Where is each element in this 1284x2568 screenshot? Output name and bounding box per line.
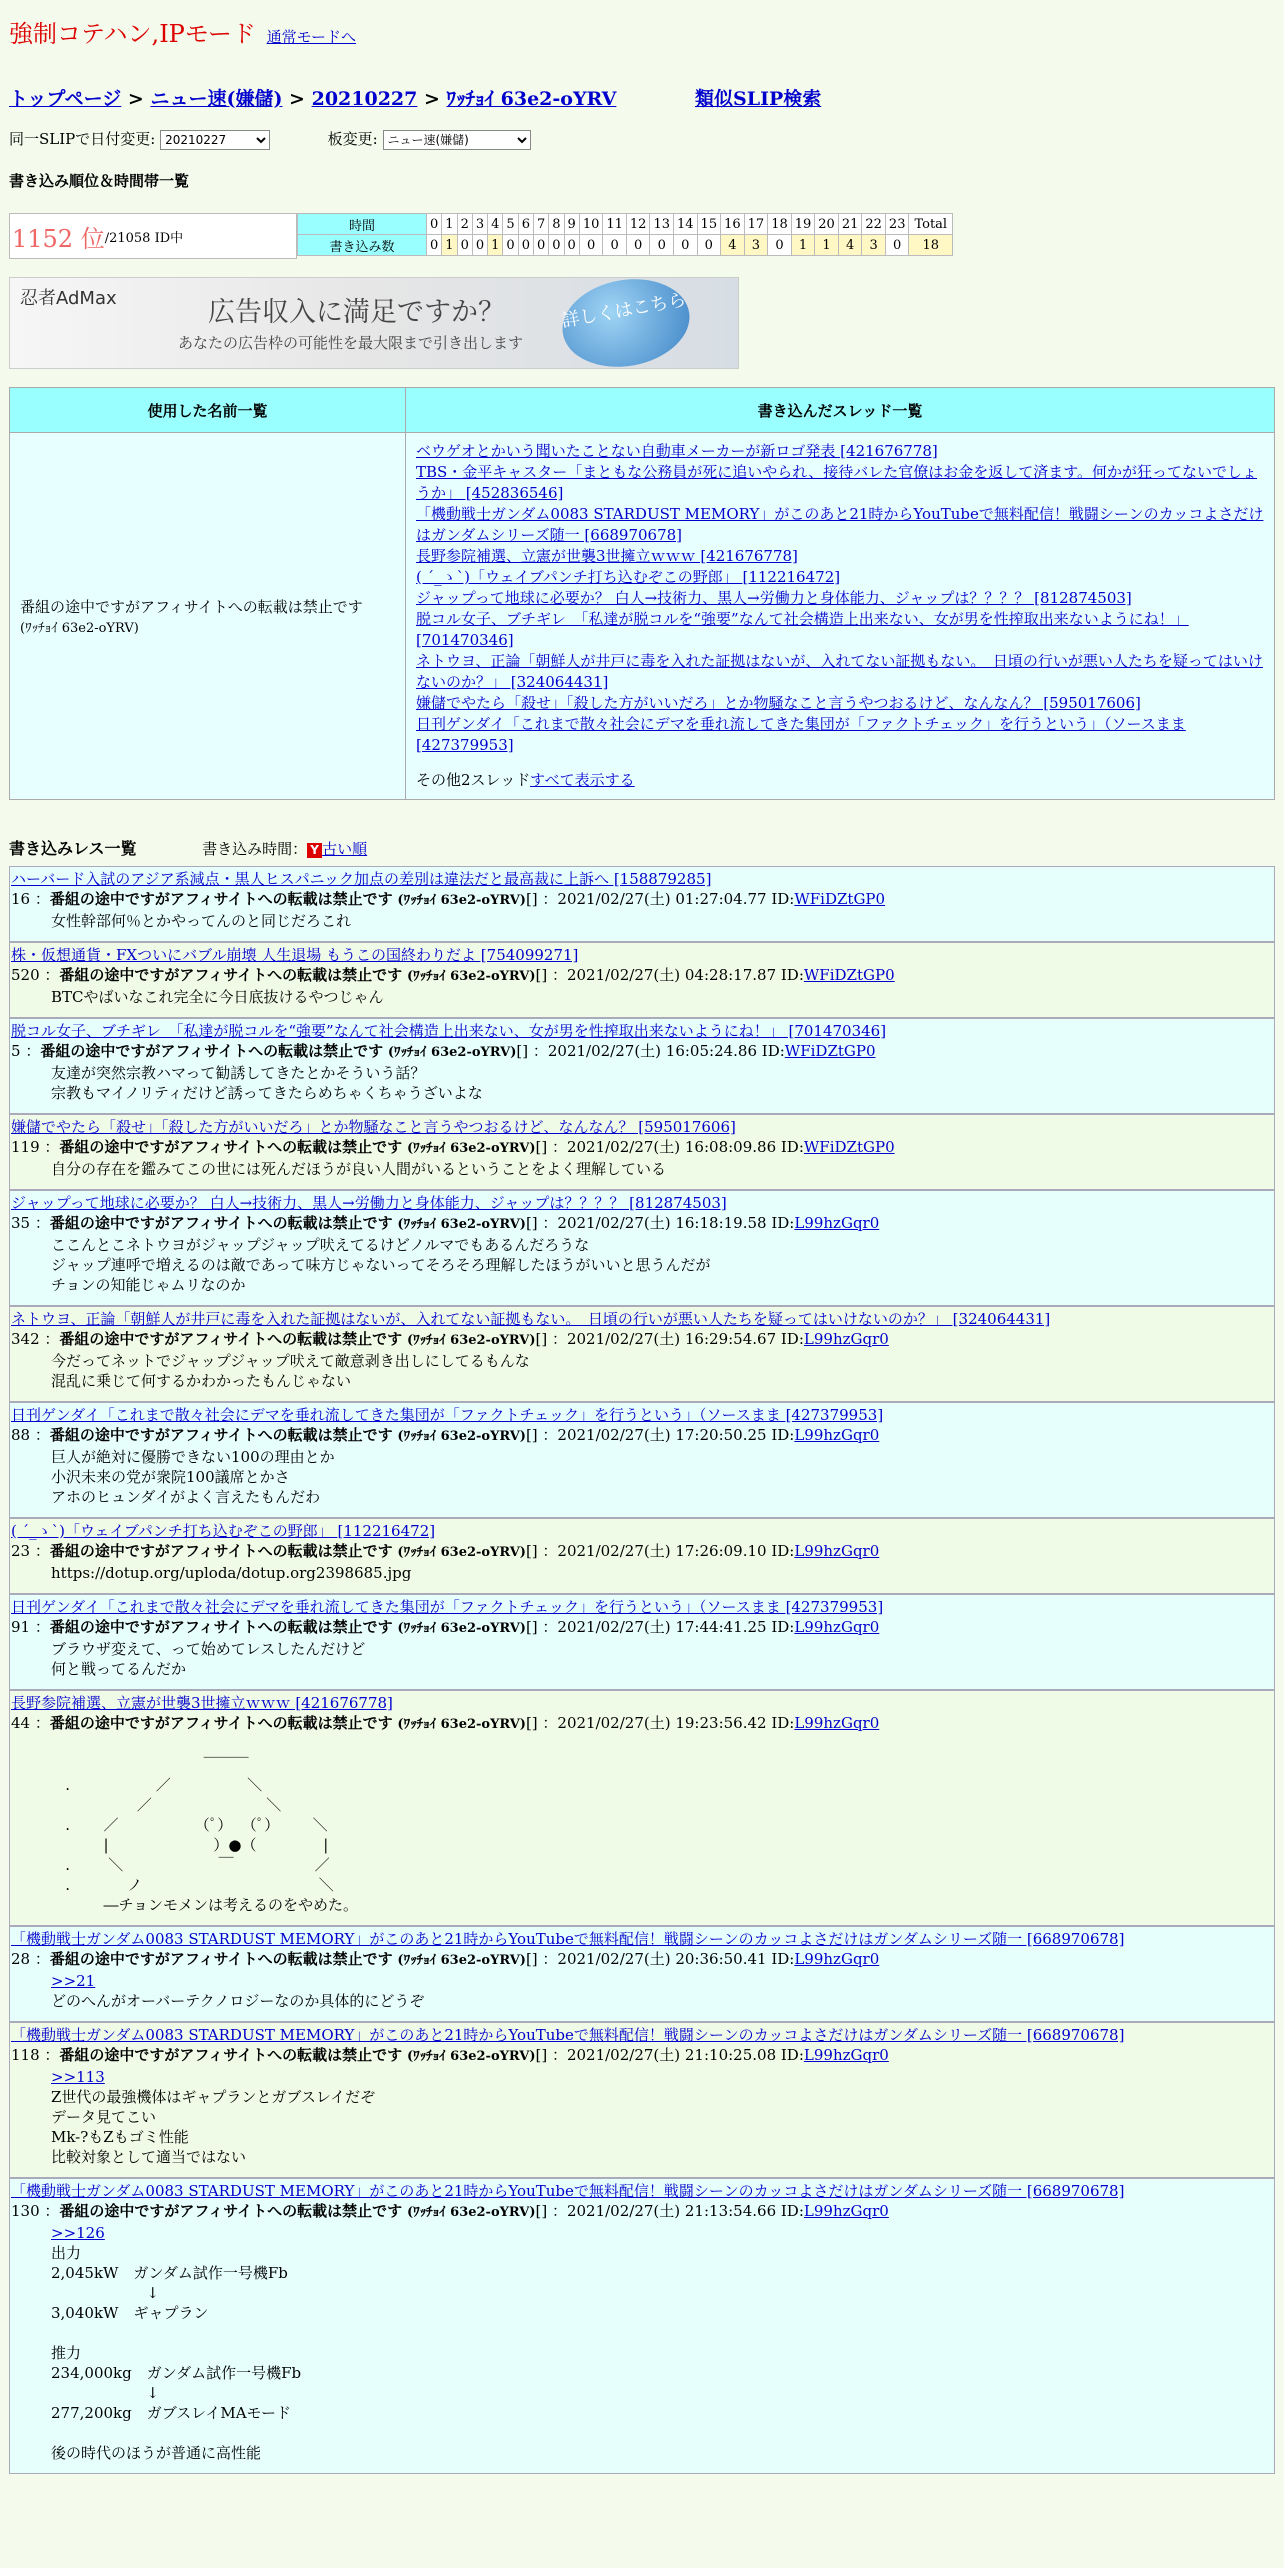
post-id-link[interactable]: L99hzGqr0: [794, 1714, 880, 1732]
post-number: 44: [11, 1714, 31, 1732]
hour-count-cell: 0: [457, 235, 472, 256]
date-select[interactable]: [160, 130, 270, 150]
post-thread-link[interactable]: 株・仮想通貨・FXついにバブル崩壊 人生退場 もうこの国終わりだよ [754099271]: [11, 946, 579, 964]
post-number: 118: [11, 2046, 40, 2064]
post-body: https://dotup.org/uploda/dotup.org2398685.jpg: [51, 1564, 412, 1582]
post-id-link[interactable]: L99hzGqr0: [794, 1618, 880, 1636]
ad-headline: 広告収入に満足ですか？: [208, 297, 505, 328]
page-header: [9, 14, 1275, 48]
hour-count-cell: 0: [549, 235, 564, 256]
sort-y-icon: Y: [307, 843, 322, 858]
post: [9, 1306, 1275, 1402]
post-date: [] ：2021/02/27(土) 17:44:41.25 ID:: [525, 1618, 795, 1636]
posts-heading-row: [9, 836, 1275, 866]
breadcrumb-separator: >: [121, 88, 151, 110]
reply-link[interactable]: >>21: [51, 1972, 96, 1990]
post-thread-link[interactable]: 長野参院補選、立憲が世襲3世擁立ｗｗｗ [421676778]: [11, 1694, 393, 1712]
post-header: 28 ：番組の途中ですがアフィサイトへの転載は禁止です (ﾜｯﾁｮｲ 63e2-oYRV)[] ：2021/02/27(土) 20:36:50.41 ID:L99hzGqr0: [11, 1950, 880, 1968]
breadcrumb-slip[interactable]: ﾜｯﾁｮｲ 63e2-oYRV: [446, 88, 617, 110]
post-body: Z世代の最強機体はギャプランとガブスレイだぞ データ見てこい Mk-?もZもゴミ性能 比較対象として適当ではない: [51, 2088, 376, 2166]
post-author-name: 番組の途中ですがアフィサイトへの転載は禁止です: [59, 2046, 403, 2064]
hour-count-cell: 3: [744, 235, 768, 256]
hour-cell: 11: [603, 214, 627, 235]
post-date: [] ：2021/02/27(土) 20:36:50.41 ID:: [525, 1950, 795, 1968]
hour-cell: 1: [442, 214, 457, 235]
hour-count-cell: 3: [862, 235, 886, 256]
post-thread-link[interactable]: 嫌儲でやたら「殺せ」「殺した方がいいだろ」とか物騒なこと言うやつおるけど、なんなん？ [595017606]: [11, 1118, 736, 1136]
post-header: 5 ：番組の途中ですがアフィサイトへの転載は禁止です (ﾜｯﾁｮｲ 63e2-oYRV)[] ：2021/02/27(土) 16:05:24.86 ID:WFiDZtGP0: [11, 1042, 876, 1060]
post-body: 出力 2,045kW ガンダム試作一号機Fb ↓ 3,040kW ギャプラン 推力 234,000kg ガンダム試作一号機Fb ↓ 277,200kg ガブスレイMAモード 後の時代のほうが普通に高性能: [51, 2244, 302, 2462]
post-header: 91 ：番組の途中ですがアフィサイトへの転載は禁止です (ﾜｯﾁｮｲ 63e2-oYRV)[] ：2021/02/27(土) 17:44:41.25 ID:L99hzGqr0: [11, 1618, 880, 1636]
post-body: 今だってネットでジャップジャップ吠えて敵意剥き出しにしてるもんな 混乱に乗じて何するかわかったもんじゃない: [51, 1352, 530, 1390]
hour-count-cell: 0: [518, 235, 533, 256]
time-label: 時間: [298, 214, 427, 235]
post-author-name: 番組の途中ですがアフィサイトへの転載は禁止です: [59, 1138, 403, 1156]
post-author-name: 番組の途中ですがアフィサイトへの転載は禁止です: [49, 890, 393, 908]
hour-cell: 8: [549, 214, 564, 235]
hour-count-cell: 1: [791, 235, 815, 256]
post-number: 130: [11, 2202, 40, 2220]
hour-count-cell: 0: [603, 235, 627, 256]
similar-slip-search-link[interactable]: 類似SLIP検索: [694, 88, 822, 110]
hour-cell: 0: [427, 214, 442, 235]
post-thread-link[interactable]: 「機動戦士ガンダム0083 STARDUST MEMORY」がこのあと21時からYouTubeで無料配信！戦闘シーンのカッコよさだけはガンダムシリーズ随一 [668970678]: [11, 2182, 1125, 2200]
post-thread-link[interactable]: 日刊ゲンダイ「これまで散々社会にデマを垂れ流してきた集団が「ファクトチェック」を行うという」（ソースまま [427379953]: [11, 1406, 884, 1424]
hour-cell: 18: [768, 214, 792, 235]
hour-cell: 15: [697, 214, 721, 235]
posts-heading: 書き込みレス一覧: [9, 839, 137, 858]
hour-cell: 17: [744, 214, 768, 235]
hour-count-cell: 0: [626, 235, 650, 256]
ad-details-button[interactable]: 詳しくはこちら: [556, 277, 697, 369]
post: [9, 2022, 1275, 2178]
breadcrumb-date[interactable]: 20210227: [311, 88, 418, 110]
rank-box: [9, 213, 297, 259]
names-threads-table: [9, 387, 1275, 800]
post-author-trip: (ﾜｯﾁｮｲ 63e2-oYRV): [406, 1333, 536, 1348]
post-reply-anchor: [11, 2223, 1274, 2243]
post-thread-link[interactable]: 「機動戦士ガンダム0083 STARDUST MEMORY」がこのあと21時からYouTubeで無料配信！戦闘シーンのカッコよさだけはガンダムシリーズ随一 [668970678]: [11, 1930, 1125, 1948]
breadcrumb: [9, 84, 1275, 112]
post-thread-link[interactable]: 「機動戦士ガンダム0083 STARDUST MEMORY」がこのあと21時からYouTubeで無料配信！戦闘シーンのカッコよさだけはガンダムシリーズ随一 [668970678]: [11, 2026, 1125, 2044]
hour-cell: 14: [674, 214, 698, 235]
breadcrumb-separator: >: [417, 88, 447, 110]
post: [9, 1690, 1275, 1926]
sort-control: [202, 840, 367, 858]
post-date: [] ：2021/02/27(土) 21:10:25.08 ID:: [535, 2046, 804, 2064]
board-select[interactable]: [383, 130, 531, 150]
thread-link[interactable]: TBS・金平キャスター「まともな公務員が死に追いやられ、接待バレた官僚はお金を返して済ます。何かが狂ってないでしょうか」 [452836546]: [416, 463, 1258, 502]
hour-count-cell: 0: [472, 235, 487, 256]
post: [9, 2178, 1275, 2474]
post-body: ￣￣￣ . ／ ＼ ／ ＼ . ／ （ﾟ） （ﾟ） ＼ | ）●（ | . ＼ ￣ ／ . ノ ＼ ―チョンモメンは考えるのをやめた。: [65, 1756, 359, 1914]
post-date: [] ：2021/02/27(土) 17:20:50.25 ID:: [525, 1426, 795, 1444]
hour-cell: 12: [626, 214, 650, 235]
hour-cell: 21: [838, 214, 862, 235]
post-date: [] ：2021/02/27(土) 16:08:09.86 ID:: [535, 1138, 804, 1156]
post-id-link[interactable]: L99hzGqr0: [803, 1330, 889, 1348]
post-author-trip: (ﾜｯﾁｮｲ 63e2-oYRV): [406, 969, 536, 984]
post-date: [] ：2021/02/27(土) 04:28:17.87 ID:: [535, 966, 804, 984]
thread-link[interactable]: ジャップって地球に必要か？ 白人→技術力、黒人→労働力と身体能力、ジャップは？？？？ [812874503]: [416, 589, 1132, 607]
hour-cell: 9: [564, 214, 579, 235]
post-number: 520: [11, 966, 40, 984]
breadcrumb-board[interactable]: ニュー速(嫌儲): [150, 88, 283, 110]
post-body: 自分の存在を鑑みてこの世には死んだほうが良い人間がいるということをよく理解している: [51, 1160, 667, 1178]
post-header: 118 ：番組の途中ですがアフィサイトへの転載は禁止です (ﾜｯﾁｮｲ 63e2-oYRV)[] ：2021/02/27(土) 21:10:25.08 ID:L99hzGqr0: [11, 2046, 889, 2064]
post-header: 520 ：番組の途中ですがアフィサイトへの転載は禁止です (ﾜｯﾁｮｲ 63e2-oYRV)[] ：2021/02/27(土) 04:28:17.87 ID:WFiDZtGP0: [11, 966, 895, 984]
post-date: [] ：2021/02/27(土) 01:27:04.77 ID:: [525, 890, 795, 908]
ad-banner[interactable]: [9, 277, 739, 369]
post-number: 35: [11, 1214, 31, 1232]
post-id-link[interactable]: L99hzGqr0: [794, 1214, 880, 1232]
post-author-trip: (ﾜｯﾁｮｲ 63e2-oYRV): [406, 1141, 536, 1156]
breadcrumb-top[interactable]: トップページ: [9, 88, 122, 110]
post-reply-anchor: [11, 2067, 1274, 2087]
ad-logo: 忍者AdMax: [20, 288, 117, 309]
show-all-threads-link[interactable]: すべて表示する: [529, 771, 635, 789]
post-number: 16: [11, 890, 31, 908]
post-body: ブラウザ変えて、って始めてレスしたんだけど 何と戦ってるんだか: [51, 1640, 366, 1678]
normal-mode-link[interactable]: 通常モードへ: [266, 28, 357, 46]
post-body: 巨人が絶対に優勝できない100の理由とか 小沢未来の党が衆院100議席とかさ アホのヒュンダイがよく言えたもんだわ: [51, 1448, 335, 1506]
post-author-name: 番組の途中ですがアフィサイトへの転載は禁止です: [59, 1330, 403, 1348]
post-id-link[interactable]: L99hzGqr0: [794, 1950, 880, 1968]
hour-cell: 20: [815, 214, 839, 235]
post-author-name: 番組の途中ですがアフィサイトへの転載は禁止です: [49, 1714, 393, 1732]
controls-row: [9, 128, 1275, 154]
post-author-trip: (ﾜｯﾁｮｲ 63e2-oYRV): [406, 2205, 536, 2220]
post-author-name: 番組の途中ですがアフィサイトへの転載は禁止です: [49, 1950, 393, 1968]
post-body: 女性幹部何％とかやってんのと同じだろこれ: [51, 912, 352, 930]
post: [9, 1926, 1275, 2022]
hour-count-cell: 1: [442, 235, 457, 256]
used-name: 番組の途中ですがアフィサイトへの転載は禁止です: [20, 598, 363, 616]
post-date: [] ：2021/02/27(土) 17:26:09.10 ID:: [525, 1542, 795, 1560]
post: [9, 942, 1275, 1018]
post-date: [] ：2021/02/27(土) 16:05:24.86 ID:: [516, 1042, 785, 1060]
hour-count-cell: 0: [674, 235, 698, 256]
post-author-trip: (ﾜｯﾁｮｲ 63e2-oYRV): [397, 1545, 526, 1560]
post-header: 119 ：番組の途中ですがアフィサイトへの転載は禁止です (ﾜｯﾁｮｲ 63e2-oYRV)[] ：2021/02/27(土) 16:08:09.86 ID:WFiDZtGP0: [11, 1138, 895, 1156]
post-author-trip: (ﾜｯﾁｮｲ 63e2-oYRV): [406, 2049, 536, 2064]
hour-cell: Total: [909, 214, 953, 235]
hour-count-cell: 0: [885, 235, 909, 256]
thread-link[interactable]: 「機動戦士ガンダム0083 STARDUST MEMORY」がこのあと21時からYouTubeで無料配信！戦闘シーンのカッコよさだけはガンダムシリーズ随一 [668970678]: [416, 505, 1264, 544]
hour-count-cell: 0: [697, 235, 721, 256]
thread-link[interactable]: 長野参院補選、立憲が世襲3世擁立ｗｗｗ [421676778]: [416, 547, 798, 565]
post-author-trip: (ﾜｯﾁｮｲ 63e2-oYRV): [397, 1621, 526, 1636]
post-number: 5: [11, 1042, 21, 1060]
hour-cell: 22: [862, 214, 886, 235]
post: [9, 866, 1275, 942]
hourly-table: [297, 213, 953, 256]
hour-cell: 16: [721, 214, 745, 235]
hour-count-cell: 0: [768, 235, 792, 256]
hour-count-cell: 4: [721, 235, 745, 256]
post-author-trip: (ﾜｯﾁｮｲ 63e2-oYRV): [397, 1717, 526, 1732]
post-number: 342: [11, 1330, 40, 1348]
post-author-name: 番組の途中ですがアフィサイトへの転載は禁止です: [59, 2202, 403, 2220]
hour-cell: 7: [533, 214, 548, 235]
page-title: 強制コテハン,IPモード: [9, 20, 256, 48]
hour-cell: 19: [791, 214, 815, 235]
hour-count-cell: 1: [488, 235, 503, 256]
thread-link[interactable]: 脱コル女子、ブチギレ 「私達が脱コルを“強要”なんて社会構造上出来ない、女が男を性搾取出来ないようにね！」 [701470346]: [416, 610, 1189, 649]
post-id-link[interactable]: WFiDZtGP0: [803, 1138, 895, 1156]
hour-count-cell: 0: [579, 235, 603, 256]
post-body: 友達が突然宗教ハマって勧誘してきたとかそういう話？ 宗教もマイノリティだけど誘ってきたらめちゃくちゃうざいよな: [51, 1064, 483, 1102]
post-header: 88 ：番組の途中ですがアフィサイトへの転載は禁止です (ﾜｯﾁｮｲ 63e2-oYRV)[] ：2021/02/27(土) 17:20:50.25 ID:L99hzGqr0: [11, 1426, 880, 1444]
hour-count-cell: 0: [427, 235, 442, 256]
post: [9, 1402, 1275, 1518]
post-id-link[interactable]: L99hzGqr0: [794, 1426, 880, 1444]
post: [9, 1190, 1275, 1306]
post-header: 35 ：番組の途中ですがアフィサイトへの転載は禁止です (ﾜｯﾁｮｲ 63e2-oYRV)[] ：2021/02/27(土) 16:18:19.58 ID:L99hzGqr0: [11, 1214, 880, 1232]
post-date: [] ：2021/02/27(土) 19:23:56.42 ID:: [525, 1714, 795, 1732]
post-list: [9, 866, 1275, 2474]
hour-count-cell: 18: [909, 235, 953, 256]
reply-link[interactable]: >>126: [51, 2224, 105, 2242]
hour-cell: 23: [885, 214, 909, 235]
breadcrumb-separator: >: [282, 88, 312, 110]
post-thread-link[interactable]: ( ´_ゝ`)「ウェイブパンチ打ち込むぞこの野郎」 [112216472]: [11, 1522, 436, 1540]
hour-cell: 6: [518, 214, 533, 235]
post-id-link[interactable]: WFiDZtGP0: [794, 890, 886, 908]
post-number: 88: [11, 1426, 31, 1444]
post-author-trip: (ﾜｯﾁｮｲ 63e2-oYRV): [397, 1429, 526, 1444]
names-column-header: 使用した名前一覧: [10, 388, 406, 433]
hour-cell: 4: [488, 214, 503, 235]
used-name-trip: (ﾜｯﾁｮｲ 63e2-oYRV): [20, 621, 139, 636]
rank-position: 1152 位: [12, 224, 105, 253]
post-header: 130 ：番組の途中ですがアフィサイトへの転載は禁止です (ﾜｯﾁｮｲ 63e2-oYRV)[] ：2021/02/27(土) 21:13:54.66 ID:L99hzGqr0: [11, 2202, 889, 2220]
thread-list-cell: [406, 433, 1275, 800]
hour-cell: 3: [472, 214, 487, 235]
post-number: 119: [11, 1138, 40, 1156]
post-author-name: 番組の途中ですがアフィサイトへの転載は禁止です: [49, 1214, 393, 1232]
hour-count-cell: 0: [503, 235, 518, 256]
sort-oldest-link[interactable]: 古い順: [322, 840, 368, 858]
post-header: 342 ：番組の途中ですがアフィサイトへの転載は禁止です (ﾜｯﾁｮｲ 63e2-oYRV)[] ：2021/02/27(土) 16:29:54.67 ID:L99hzGqr0: [11, 1330, 889, 1348]
post-body: ここんとこネトウヨがジャップジャップ吠えてるけどノルマでもあるんだろうな ジャップ連呼で増えるのは敵であって味方じゃないってそろそろ理解したほうがいいと思うんだが チョンの知能じゃムリなのか: [51, 1236, 711, 1294]
threads-column-header: 書き込んだスレッド一覧: [406, 388, 1275, 433]
post-id-link[interactable]: WFiDZtGP0: [803, 966, 895, 984]
post-id-link[interactable]: L99hzGqr0: [794, 1542, 880, 1560]
hour-cell: 13: [650, 214, 674, 235]
thread-link[interactable]: ( ´_ゝ`)「ウェイブパンチ打ち込むぞこの野郎」 [112216472]: [416, 568, 841, 586]
post-author-name: 番組の途中ですがアフィサイトへの転載は禁止です: [59, 966, 403, 984]
hour-count-cell: 1: [815, 235, 839, 256]
post-id-link[interactable]: L99hzGqr0: [803, 2046, 889, 2064]
post-author-trip: (ﾜｯﾁｮｲ 63e2-oYRV): [387, 1045, 517, 1060]
post: [9, 1018, 1275, 1114]
board-change-label: 板変更:: [327, 130, 378, 148]
rank-heading: 書き込み順位＆時間帯一覧: [9, 172, 190, 190]
post-reply-anchor: [11, 1971, 1274, 1991]
post-author-trip: (ﾜｯﾁｮｲ 63e2-oYRV): [397, 1953, 526, 1968]
post-thread-link[interactable]: ジャップって地球に必要か？ 白人→技術力、黒人→労働力と身体能力、ジャップは？？？？ [812874503]: [11, 1194, 727, 1212]
post-date: [] ：2021/02/27(土) 16:18:19.58 ID:: [525, 1214, 795, 1232]
thread-link[interactable]: ベウゲオとかいう聞いたことない自動車メーカーが新ロゴ発表 [421676778]: [416, 442, 938, 460]
post-thread-link[interactable]: ネトウヨ、正論「朝鮮人が井戸に毒を入れた証拠はないが、入れてない証拠もない。 日頃の行いが悪い人たちを疑ってはいけないのか？」 [324064431]: [11, 1310, 1051, 1328]
thread-link[interactable]: ネトウヨ、正論「朝鮮人が井戸に毒を入れた証拠はないが、入れてない証拠もない。 日頃の行いが悪い人たちを疑ってはいけないのか？」 [324064431]: [416, 652, 1263, 691]
sort-label: 書き込み時間：: [202, 840, 308, 858]
rank-section: [9, 213, 1275, 259]
post-number: 23: [11, 1542, 31, 1560]
post-author-trip: (ﾜｯﾁｮｲ 63e2-oYRV): [397, 893, 526, 908]
more-threads-text: その他2スレッド: [416, 771, 530, 789]
post-author-name: 番組の途中ですがアフィサイトへの転載は禁止です: [49, 1542, 393, 1560]
hour-cell: 5: [503, 214, 518, 235]
post-author-name: 番組の途中ですがアフィサイトへの転載は禁止です: [40, 1042, 384, 1060]
reply-link[interactable]: >>113: [51, 2068, 105, 2086]
post-number: 28: [11, 1950, 31, 1968]
post-number: 91: [11, 1618, 31, 1636]
post-id-link[interactable]: WFiDZtGP0: [784, 1042, 876, 1060]
hour-count-cell: 4: [838, 235, 862, 256]
post: [9, 1114, 1275, 1190]
post-date: [] ：2021/02/27(土) 21:13:54.66 ID:: [535, 2202, 804, 2220]
post-author-name: 番組の途中ですがアフィサイトへの転載は禁止です: [49, 1426, 393, 1444]
thread-link[interactable]: 日刊ゲンダイ「これまで散々社会にデマを垂れ流してきた集団が「ファクトチェック」を行うという」（ソースまま [427379953]: [416, 715, 1186, 754]
more-threads: [416, 770, 1264, 791]
post: [9, 1594, 1275, 1690]
hour-count-cell: 0: [650, 235, 674, 256]
post-thread-link[interactable]: 脱コル女子、ブチギレ 「私達が脱コルを“強要”なんて社会構造上出来ない、女が男を性搾取出来ないようにね！」 [701470346]: [11, 1022, 887, 1040]
rank-total: /21058 ID中: [104, 230, 184, 246]
post-body: どのへんがオーバーテクノロジーなのか具体的にどうぞ: [51, 1992, 425, 2010]
post-thread-link[interactable]: 日刊ゲンダイ「これまで散々社会にデマを垂れ流してきた集団が「ファクトチェック」を行うという」（ソースまま [427379953]: [11, 1598, 884, 1616]
thread-link[interactable]: 嫌儲でやたら「殺せ」「殺した方がいいだろ」とか物騒なこと言うやつおるけど、なんなん？ [595017606]: [416, 694, 1141, 712]
ad-subtext: あなたの広告枠の可能性を最大限まで引き出します: [178, 334, 524, 352]
post-header: 16 ：番組の途中ですがアフィサイトへの転載は禁止です (ﾜｯﾁｮｲ 63e2-oYRV)[] ：2021/02/27(土) 01:27:04.77 ID:WFiDZtGP0: [11, 890, 886, 908]
post-author-name: 番組の途中ですがアフィサイトへの転載は禁止です: [49, 1618, 393, 1636]
hour-count-cell: 0: [564, 235, 579, 256]
post-date: [] ：2021/02/27(土) 16:29:54.67 ID:: [535, 1330, 804, 1348]
post-author-trip: (ﾜｯﾁｮｲ 63e2-oYRV): [397, 1217, 526, 1232]
post-body: BTCやばいなこれ完全に今日底抜けるやつじゃん: [51, 988, 384, 1006]
hour-cell: 2: [457, 214, 472, 235]
post-id-link[interactable]: L99hzGqr0: [803, 2202, 889, 2220]
post-thread-link[interactable]: ハーバード入試のアジア系減点・黒人ヒスパニック加点の差別は違法だと最高裁に上訴へ [158879285]: [11, 870, 712, 888]
hour-cell: 10: [579, 214, 603, 235]
count-label: 書き込み数: [298, 235, 427, 256]
hour-count-cell: 0: [533, 235, 548, 256]
date-change-label: 同一SLIPで日付変更:: [9, 130, 156, 148]
post: [9, 1518, 1275, 1594]
post-header: 44 ：番組の途中ですがアフィサイトへの転載は禁止です (ﾜｯﾁｮｲ 63e2-oYRV)[] ：2021/02/27(土) 19:23:56.42 ID:L99hzGqr0: [11, 1714, 880, 1732]
used-name-cell: [10, 433, 406, 800]
post-header: 23 ：番組の途中ですがアフィサイトへの転載は禁止です (ﾜｯﾁｮｲ 63e2-oYRV)[] ：2021/02/27(土) 17:26:09.10 ID:L99hzGqr0: [11, 1542, 880, 1560]
